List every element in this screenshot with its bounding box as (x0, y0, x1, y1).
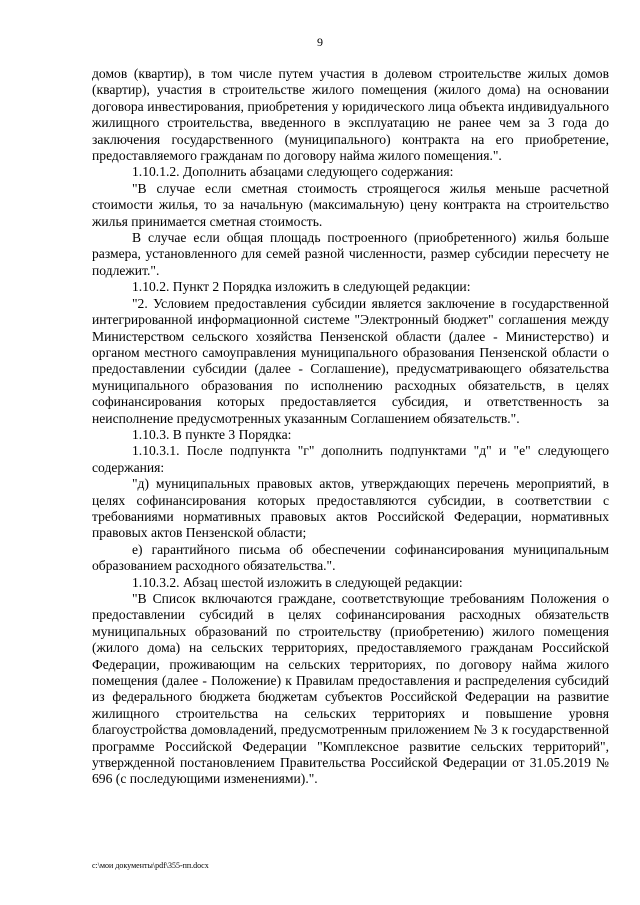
document-body (92, 66, 609, 788)
footer-file-path: c:\мои документы\pdf\355-пп.docx (92, 861, 209, 870)
paragraph: 1.10.2. Пункт 2 Порядка изложить в следующей редакции: (132, 279, 471, 295)
paragraph: 1.10.3.1. После подпункта "г" дополнить подпунктами "д" и "е" следующего содержания: (92, 443, 609, 475)
paragraph: 1.10.3.2. Абзац шестой изложить в следующей редакции: (132, 574, 463, 590)
paragraph: е) гарантийного письма об обеспечении софинансирования муниципальным образованием расходного обязательства.". (92, 541, 609, 574)
paragraph: В случае если общая площадь построенного (приобретенного) жилья больше размера, установленного для семей разной численности, размер субсидии пересчету не подлежит.". (92, 230, 609, 278)
paragraph: "В Список включаются граждане, соответствующие требованиям Положения о предоставлении субсидий в целях софинансирования расходных обязательств муниципальных образований по строительству (приобретению) жилого помещения (жилого дома) на сельских территориях, предоставляемого гражданам Российской Федерации, проживающим на сельских территориях, по договору найма жилого помещения (далее - Положение) к Правилам предоставления и распределения субсидий из федерального бюджета бюджетам субъектов Российской Федерации на развитие жилищного строительства на сельских территориях и повышение уровня благоустройства домовладений, предусмотренным приложением № 3 к государственной программе Российской Федерации "Комплексное развитие сельских территорий", утвержденной постановлением Правительства Российской Федерации от 31.05.2019 № 696 (с последующими изменениями).". (92, 591, 609, 787)
paragraph: 1.10.3. В пункте 3 Порядка: (132, 426, 292, 442)
paragraph: "В случае если сметная стоимость строящегося жилья меньше расчетной стоимости жилья, то за начальную (максимальную) цену контракта на строительство жилья принимается сметная стоимость. (92, 180, 609, 229)
paragraph: 1.10.1.2. Дополнить абзацами следующего содержания: (132, 164, 454, 180)
paragraph: домов (квартир), в том числе путем участия в долевом строительстве жилых домов (квартир), участия в строительстве жилого помещения (жилого дома) на основании договора инвестирования, приобретения у юридического лица объекта индивидуального жилищного строительства, введенного в эксплуатацию не ранее чем за 3 года до заключения государственного (муниципального) контракта на его приобретение, предоставляемого гражданам по договору найма жилого помещения.". (92, 66, 609, 164)
paragraph: "д) муниципальных правовых актов, утверждающих перечень мероприятий, в целях софинансирования которых предоставляются субсидии, в соответствии с требованиями нормативных правовых актов Российской Федерации, нормативных правовых актов Пензенской области; (92, 476, 609, 541)
paragraph: "2. Условием предоставления субсидии является заключение в государственной интегрированной информационной системе "Электронный бюджет" соглашения между Министерством сельского хозяйства Пензенской области (далее - Министерство) и органом местного самоуправления муниципального образования Пензенской области о предоставлении субсидии (далее - Соглашение), предусматривающего обязательства муниципального образования по исполнению расходных обязательств, в целях софинансирования которых предоставляется субсидия, и ответственность за неисполнение предусмотренных указанным Соглашением обязательств.". (92, 295, 609, 426)
page-number: 9 (317, 35, 323, 49)
